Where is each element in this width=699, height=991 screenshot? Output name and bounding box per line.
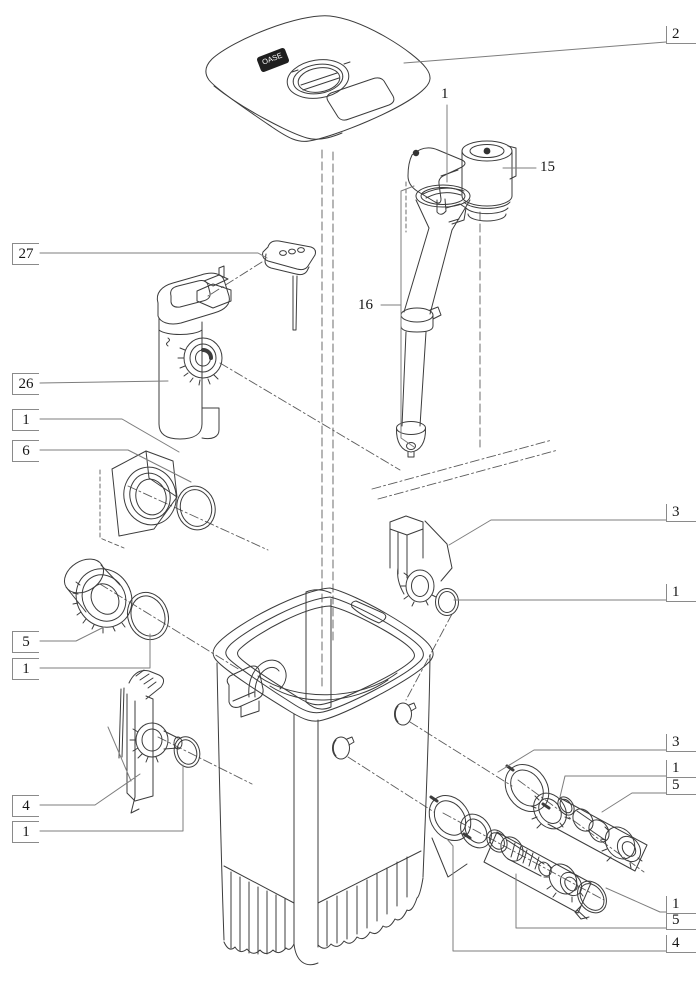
callout-27: 27 (12, 243, 39, 265)
callout-1-right-upper: 1 (666, 584, 696, 602)
callout-16: 16 (358, 297, 373, 313)
callout-4-left: 4 (12, 795, 39, 817)
brand-logo: OASE (260, 50, 284, 67)
outlet-assembly-lower (421, 787, 613, 919)
callout-15: 15 (540, 159, 555, 175)
part-uv-clarifier (157, 266, 231, 439)
part-cartridge (462, 141, 516, 221)
part-control-panel (263, 241, 316, 330)
part-main-container (213, 588, 433, 965)
callout-4-right-lower: 4 (666, 935, 696, 953)
callout-1-right-mid: 1 (666, 760, 696, 778)
part-outlet-chute (390, 516, 459, 616)
part-lid (206, 16, 430, 142)
callout-5-right-lower: 5 (666, 912, 696, 930)
part-seal-holder (112, 451, 182, 536)
callout-26: 26 (12, 373, 39, 395)
leader-lines (40, 42, 666, 951)
callout-1-right-lower: 1 (666, 896, 696, 914)
callout-1-left-mid: 1 (12, 658, 39, 680)
part-oring-upper (172, 482, 220, 534)
part-oring-mid (121, 587, 175, 646)
callout-3-right-upper: 3 (666, 504, 696, 522)
brand-logo-badge (256, 47, 290, 73)
callout-5-left: 5 (12, 631, 39, 653)
part-drain-slider (119, 670, 182, 813)
callout-6: 6 (12, 440, 39, 462)
callout-3-right-mid: 3 (666, 734, 696, 752)
callout-5-right-mid: 5 (666, 777, 696, 795)
part-standpipe (396, 185, 470, 457)
callout-2: 2 (666, 26, 696, 44)
callout-1-left-upper: 1 (12, 409, 39, 431)
callout-1-top: 1 (441, 86, 449, 102)
callout-1-left-lower: 1 (12, 821, 39, 843)
